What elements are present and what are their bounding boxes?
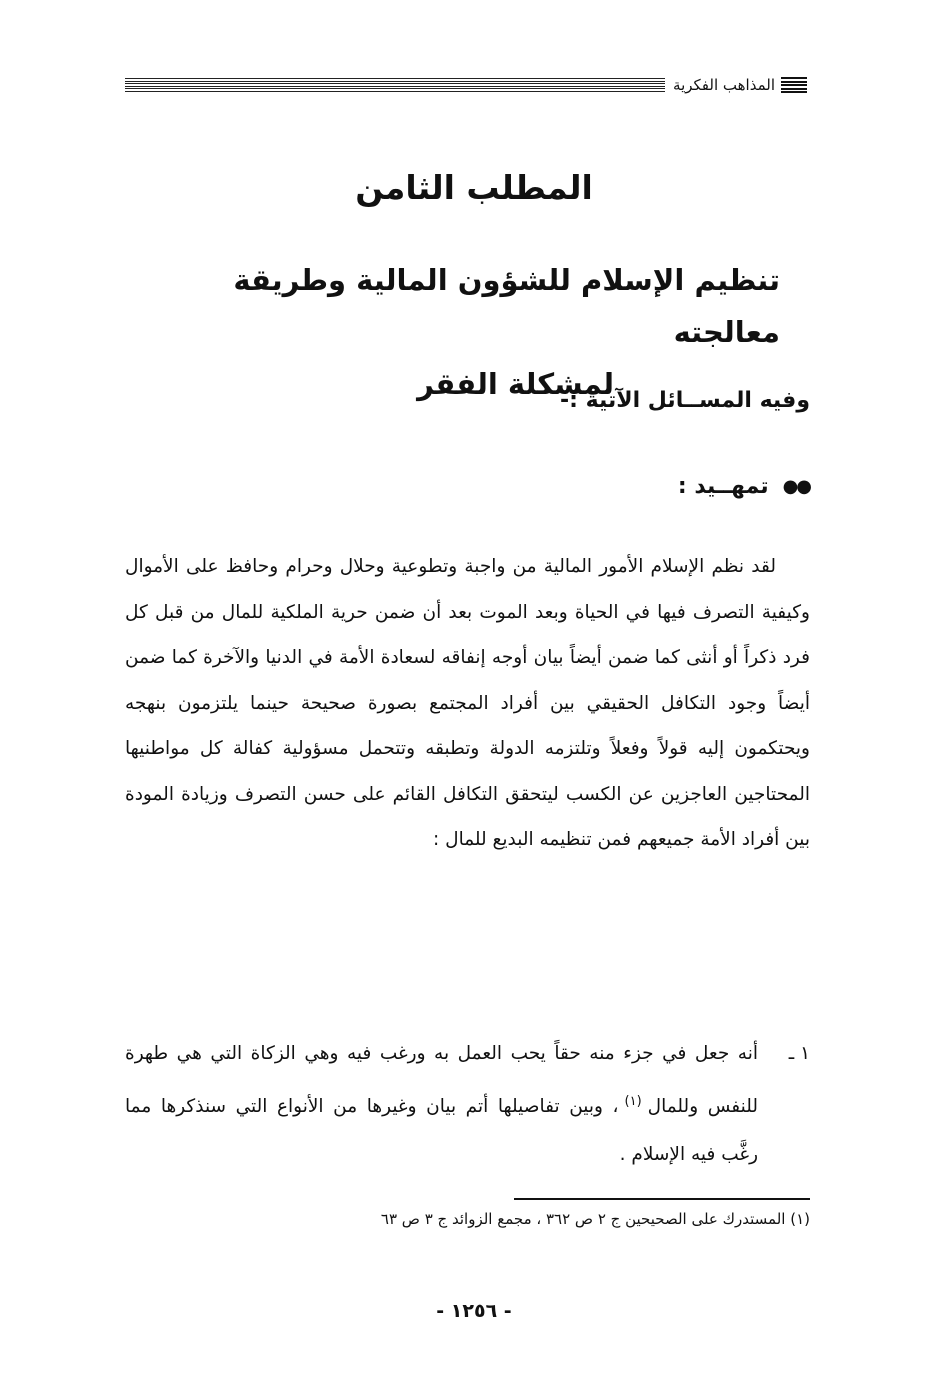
bullet-icon: ●● (782, 476, 810, 497)
footnote-reference[interactable]: (١) (624, 1094, 642, 1109)
running-header (125, 72, 807, 98)
list-item (125, 1030, 810, 1179)
intro-heading (678, 474, 810, 499)
list-item-text (125, 1030, 758, 1179)
header-lines-icon (781, 77, 807, 93)
list-item-text-after: ، وبين تفاصيلها أتم بيان وغيرها من الأنواع التي سنذكرها مما رغَّب فيه الإسلام . (125, 1096, 758, 1166)
page-number: - ١٢٥٦ - (436, 1300, 512, 1322)
main-title (130, 254, 810, 410)
section-title: المطلب الثامن (355, 168, 593, 207)
paragraph-text: لقد نظم الإسلام الأمور المالية من واجبة وتطوعية وحلال وحرام وحافظ على الأموال وكيفية التصرف فيها في الحياة وبعد الموت بعد أن ضمن حرية الملكية للمال من قبل كل فرد ذكراً أو أنثى كما ضمن أيضاً بيان أوجه إنفاقه لسعادة الأمة في الدنيا والآخرة كما ضمن أيضاً وجود التكافل الحقيقي بين أفراد المجتمع بصورة صحيحة حينما يلتزمون بنهجه ويحتكمون إليه قولاً وفعلاً وتلتزمه الدولة وتطبقه وتتحمل مسؤولية كفالة كل مواطنيها المحتاجين العاجزين عن الكسب ليتحقق التكافل القائم على حسن التصرف وزيادة المودة بين أفراد الأمة جميعهم فمن تنظيمه البديع للمال : (125, 556, 810, 850)
footnote: (١) المستدرك على الصحيحين ج ٢ ص ٣٦٢ ، مجمع الزوائد ج ٣ ص ٦٣ (380, 1210, 810, 1228)
running-header-title: المذاهب الفكرية (673, 76, 775, 94)
list-item-text-before: أنه جعل في جزء منه حقاً يحب العمل به ورغب فيه وهي الزكاة التي هي طهرة للنفس وللمال (125, 1043, 759, 1118)
main-title-line-1: تنظيم الإسلام للشؤون المالية وطريقة معالجته (233, 263, 780, 349)
issues-heading: وفيه المســائل الآتية :- (560, 388, 810, 413)
header-rule (125, 78, 665, 92)
main-title-line-2: لمشكلة الفقر (417, 367, 614, 401)
body-paragraph (125, 544, 810, 863)
footnote-divider (514, 1198, 810, 1200)
intro-label: تمهــيد : (677, 474, 769, 499)
list-item-number: ١ ـ (788, 1043, 810, 1064)
